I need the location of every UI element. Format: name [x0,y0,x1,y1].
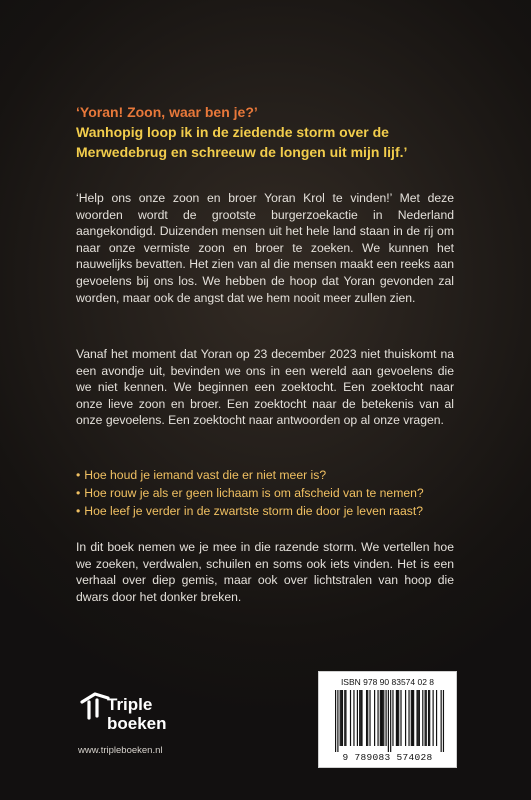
barcode-bar [388,690,389,752]
barcode-bar [381,690,382,746]
barcode-bar [392,690,393,746]
quote-line-yellow-2: Merwedebrug en schreeuw de longen uit mijn lijf.’ [76,144,408,160]
barcode-bar [408,690,409,746]
barcode-bar [429,690,430,746]
question-list [76,466,466,520]
paragraph-search-journey: Vanaf het moment dat Yoran op 23 december 2023 niet thuiskomt na een avondje uit, bevinden we ons in een wereld aan gevoelens die we niet kennen. We beginnen een zoektocht. Een zoektocht naar onze lieve zoon en broer. Een zoektocht naar de betekenis van al onze gevoelens. Een zoektocht naar antwoorden op al onze vragen. [76,347,454,428]
publisher-logo [78,688,238,748]
barcode-bar [369,690,370,746]
question-item: • Hoe leef je verder in de zwartste storm die door je leven raast? [76,504,423,518]
bullet-icon: • [76,486,81,500]
barcode-bar [366,690,367,746]
barcode-bar [411,690,412,746]
barcode-bar [405,690,406,746]
barcode-bar [412,690,413,746]
barcode-bar [359,690,360,746]
barcode-bar [353,690,354,746]
barcode-bar [443,690,444,752]
barcode-bar [382,690,383,746]
barcode-bar [426,690,427,746]
barcode-bar [422,690,423,746]
barcode-bar [383,690,384,746]
barcode-bar [335,690,336,752]
barcode-bar [367,690,368,746]
publisher-website: www.tripleboeken.nl [78,745,163,756]
bullet-icon: • [76,504,81,518]
barcode-bar [361,690,362,746]
barcode-bar [374,690,375,746]
barcode-bar [428,690,429,746]
barcode-bar [337,690,338,752]
question-item: • Hoe houd je iemand vast die er niet meer is? [76,468,327,482]
barcode-bar [413,690,414,746]
barcode-bars [327,690,448,752]
barcode-bar [385,690,386,746]
barcode-bar [390,690,391,752]
barcode-bar [380,690,381,746]
barcode-bar [345,690,346,746]
barcode-bar [419,690,420,746]
barcode-bar [396,690,397,746]
barcode-bar [341,690,342,746]
barcode-bar [398,690,399,746]
barcode-bar [350,690,351,746]
barcode-bar [357,690,358,746]
publisher-name-line-1: Triple [107,695,153,714]
question-item: • Hoe rouw je als er geen lichaam is om afscheid van te nemen? [76,486,424,500]
opening-quote [76,102,496,162]
publisher-name-line-2: boeken [107,714,167,733]
barcode-bar [360,690,361,746]
paragraph-book-summary: In dit boek nemen we je mee in die razende storm. We vertellen hoe we zoeken, verdwalen, schuilen en soms ook iets vinden. Het is een verhaal over diep gemis, maar ook over lichtstralen van hoop die dwars door het donker breken. [76,540,454,604]
barcode-bar [418,690,419,746]
paragraph-search-announcement: ‘Help ons onze zoon en broer Yoran Krol te vinden!’ Met deze woorden wordt de grootste burgerzoekactie in Nederland aangekondigd. Duizenden mensen uit het hele land staan in de rij om naar onze vermiste zoon en broer te zoeken. We kunnen het nauwelijks bevatten. Het zien van al die mensen maakt een reeks aan gevoelens bij ons los. We hebben de hoop dat Yoran gevonden zal worden, maar ook de angst dat we hem nooit meer zullen zien. [76,191,454,305]
barcode-bar [416,690,417,746]
quote-line-orange: ‘Yoran! Zoon, waar ben je?’ [76,104,258,120]
quote-line-yellow-1: Wanhopig loop ik in de ziedende storm over de [76,124,389,140]
barcode-bar [441,690,442,752]
isbn-barcode [318,671,457,768]
isbn-label: ISBN 978 90 83574 02 8 [340,677,435,687]
bullet-icon: • [76,468,81,482]
barcode-bar [424,690,425,746]
barcode-bar [397,690,398,746]
barcode-bar [340,690,341,746]
barcode-bar [344,690,345,746]
barcode-bar [342,690,343,746]
barcode-bar [377,690,378,746]
barcode-bar [433,690,434,746]
barcode-bar [436,690,437,746]
barcode-bar [400,690,401,746]
ean-digits: 9 789083 574028 [342,752,433,763]
